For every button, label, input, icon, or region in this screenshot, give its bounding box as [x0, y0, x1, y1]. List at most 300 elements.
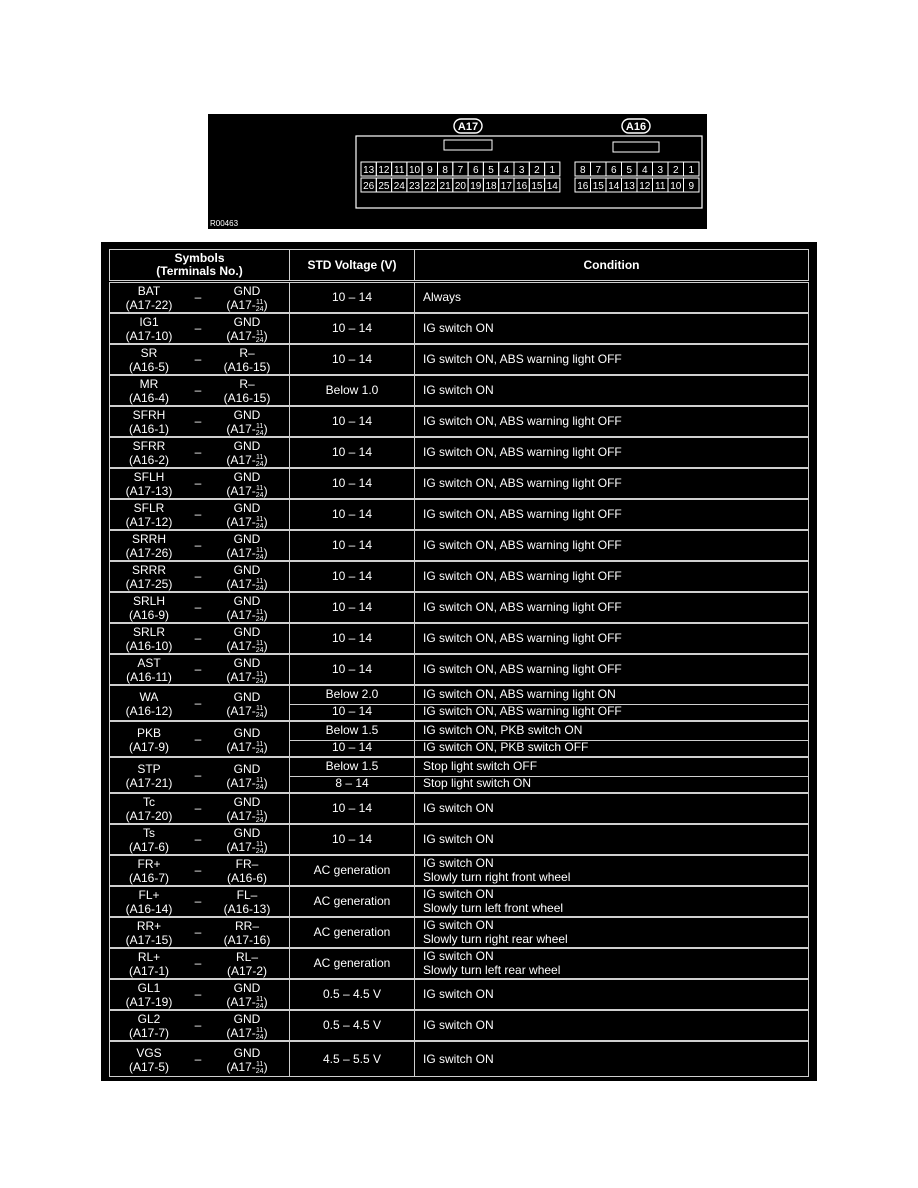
terminal-b-name: RR– [234, 919, 259, 933]
terminal-dash: – [194, 832, 202, 846]
terminal-b-name: GND [233, 981, 261, 995]
table-row [109, 499, 809, 530]
terminal-dash: – [194, 863, 202, 877]
voltage-value: 10 – 14 [331, 538, 373, 552]
condition-text: IG switch ON, ABS warning light OFF [423, 476, 622, 490]
table-row [109, 344, 809, 375]
symbols-cell [110, 531, 290, 560]
fraction-bottom: 24 [255, 584, 264, 592]
terminal-dash: – [194, 1018, 202, 1032]
fraction-top: 11 [256, 298, 264, 306]
a17-bottom-pin-label: 19 [470, 181, 482, 192]
header-symbols-line2: (Terminals No.) [156, 264, 243, 278]
terminal-b-prefix: (A17- [226, 809, 256, 823]
symbols-cell [110, 949, 290, 978]
voltage-value: 10 – 14 [331, 740, 373, 754]
terminal-a-name: AST [137, 656, 161, 670]
table-row [109, 654, 809, 685]
connector-diagram-svg [208, 114, 707, 229]
terminal-a-number: (A16-14) [125, 902, 173, 916]
terminal-a-number: (A16-5) [128, 360, 169, 374]
condition-text: IG switch ON [423, 856, 494, 870]
voltage-cell [290, 856, 415, 885]
ground-pin-fraction [256, 841, 264, 855]
terminal-b-prefix: (A17- [226, 740, 256, 754]
fraction-bottom: 24 [255, 491, 264, 499]
fraction-top: 11 [256, 546, 264, 554]
a17-bottom-pin-label: 23 [408, 181, 421, 192]
voltage-value: 10 – 14 [331, 290, 373, 304]
terminal-b-number [210, 422, 284, 437]
connector-a17-label: A17 [457, 121, 479, 133]
condition-text: IG switch ON, ABS warning light OFF [423, 600, 622, 614]
condition-text-line2: Slowly turn left rear wheel [423, 963, 561, 977]
table-row [109, 530, 809, 561]
terminal-b-number [210, 391, 284, 405]
ground-pin-fraction [256, 1061, 264, 1075]
terminal-b-close: ) [263, 422, 268, 436]
symbols-cell [110, 469, 290, 498]
terminal-a-name: PKB [136, 726, 161, 740]
voltage-value: 0.5 – 4.5 V [322, 1018, 382, 1032]
terminal-b-close: ) [263, 670, 268, 684]
voltage-value: AC generation [313, 894, 391, 908]
terminal-dash: – [194, 383, 202, 397]
voltage-cell [290, 376, 415, 405]
table-row [109, 1041, 809, 1077]
terminal-b-prefix: (A17- [226, 608, 256, 622]
voltage-cell [290, 655, 415, 684]
condition-cell [415, 345, 808, 374]
terminal-b-number [210, 1026, 284, 1041]
ground-pin-fraction [256, 705, 264, 719]
a16-top-pin-label: 6 [610, 165, 617, 176]
voltage-cell [290, 531, 415, 560]
condition-cell [415, 722, 808, 756]
fraction-bottom: 24 [255, 783, 264, 791]
ground-pin-fraction [256, 516, 264, 530]
terminal-b-number [210, 360, 284, 374]
a17-bottom-pin-label: 16 [516, 181, 528, 192]
voltage-value: 10 – 14 [331, 321, 373, 335]
terminal-a-number: (A17-25) [125, 577, 173, 591]
terminal-b-prefix: (A16-13) [223, 902, 271, 916]
symbols-cell [110, 314, 290, 343]
terminal-b-name: FR– [235, 857, 259, 871]
condition-cell [415, 531, 808, 560]
terminal-dash: – [194, 352, 202, 366]
ground-pin-fraction [256, 1027, 264, 1041]
terminal-b-name: GND [233, 470, 261, 484]
fraction-top: 11 [256, 329, 264, 337]
condition-cell [415, 918, 808, 947]
terminal-b-name: GND [233, 625, 261, 639]
terminal-a-number: (A17-20) [125, 809, 173, 823]
fraction-bottom: 24 [255, 1033, 264, 1041]
condition-text: IG switch ON, ABS warning light OFF [423, 538, 622, 552]
terminal-b-prefix: (A17- [226, 639, 256, 653]
terminal-b-close: ) [263, 639, 268, 653]
terminal-b-close: ) [263, 740, 268, 754]
voltage-cell [290, 1011, 415, 1040]
symbols-cell [110, 1011, 290, 1040]
voltage-value: Below 1.0 [325, 383, 379, 397]
terminal-b-number [210, 902, 284, 916]
condition-cell [415, 856, 808, 885]
a16-bottom-pin-label: 16 [577, 181, 589, 192]
terminal-a-name: SRLR [132, 625, 165, 639]
terminal-b-close: ) [263, 608, 268, 622]
terminal-a-name: SR [140, 346, 158, 360]
terminal-b-prefix: (A17- [226, 1026, 256, 1040]
condition-text: IG switch ON, ABS warning light OFF [423, 507, 622, 521]
table-row [109, 282, 809, 313]
a16-bottom-pin-label: 15 [592, 181, 604, 192]
terminal-b-close: ) [263, 546, 268, 560]
condition-cell [415, 593, 808, 622]
terminal-a-name: SRRR [131, 563, 166, 577]
ground-pin-fraction [256, 996, 264, 1010]
symbols-cell [110, 283, 290, 312]
terminal-a-number: (A17-26) [125, 546, 173, 560]
terminal-b-close: ) [263, 515, 268, 529]
table-row [109, 917, 809, 948]
a17-bottom-pin-label: 24 [393, 181, 405, 192]
terminal-a-name: FL+ [138, 888, 160, 902]
condition-text: IG switch ON, ABS warning light OFF [423, 662, 622, 676]
a16-bottom-pin-label: 9 [688, 181, 695, 192]
symbols-cell [110, 918, 290, 947]
terminal-b-close: ) [263, 1060, 268, 1074]
terminal-dash: – [194, 321, 202, 335]
ground-pin-fraction [256, 810, 264, 824]
terminal-a-number: (A16-4) [128, 391, 169, 405]
condition-text: IG switch ON [423, 1018, 494, 1032]
symbols-cell [110, 345, 290, 374]
symbols-cell [110, 1042, 290, 1076]
condition-text: IG switch ON [423, 321, 494, 335]
terminal-a-number: (A17-1) [128, 964, 169, 978]
condition-cell [415, 624, 808, 653]
ground-pin-fraction [256, 454, 264, 468]
terminal-a-number: (A17-9) [128, 740, 169, 754]
table-row [109, 948, 809, 979]
a16-bottom-pin-label: 11 [655, 181, 666, 192]
condition-text-line2: Slowly turn right rear wheel [423, 932, 568, 946]
table-row [109, 561, 809, 592]
terminal-a-number: (A17-22) [125, 298, 173, 312]
symbols-cell [110, 593, 290, 622]
terminal-b-prefix: (A17- [226, 670, 256, 684]
condition-cell [415, 825, 808, 854]
terminal-a-number: (A17-5) [128, 1060, 169, 1074]
symbols-cell [110, 856, 290, 885]
terminal-b-close: ) [263, 776, 268, 790]
ground-pin-fraction [256, 423, 264, 437]
terminal-dash: – [194, 732, 202, 746]
terminal-b-close: ) [263, 453, 268, 467]
table-row [109, 375, 809, 406]
header-symbols [110, 250, 290, 280]
terminal-dash: – [194, 956, 202, 970]
table-row [109, 685, 809, 721]
header-symbols-line1: Symbols [174, 251, 225, 265]
ground-pin-fraction [256, 330, 264, 344]
voltage-cell [290, 918, 415, 947]
terminal-b-prefix: (A16-15) [223, 391, 271, 405]
fraction-bottom: 24 [255, 460, 264, 468]
terminal-a-name: STP [137, 762, 161, 776]
symbols-cell [110, 794, 290, 823]
terminal-b-name: GND [233, 1012, 261, 1026]
ground-pin-fraction [256, 671, 264, 685]
fraction-top: 11 [256, 809, 264, 817]
table-row [109, 855, 809, 886]
terminal-a-number: (A17-12) [125, 515, 173, 529]
voltage-value: 10 – 14 [331, 662, 373, 676]
fraction-top: 11 [256, 453, 264, 461]
a17-bottom-pin-label: 14 [546, 181, 558, 192]
terminal-b-number [210, 577, 284, 592]
voltage-value: 0.5 – 4.5 V [322, 987, 382, 1001]
terminal-b-prefix: (A17- [226, 546, 256, 560]
terminal-b-name: GND [233, 563, 261, 577]
table-row [109, 592, 809, 623]
condition-cell [415, 314, 808, 343]
table-row [109, 623, 809, 654]
terminal-dash: – [194, 1052, 202, 1066]
ground-pin-fraction [256, 485, 264, 499]
ground-pin-fraction [256, 777, 264, 791]
fraction-bottom: 24 [255, 553, 264, 561]
fraction-top: 11 [256, 995, 264, 1003]
symbols-cell [110, 887, 290, 916]
terminal-b-close: ) [263, 1026, 268, 1040]
symbols-cell [110, 438, 290, 467]
condition-text: IG switch ON [423, 801, 494, 815]
terminal-b-prefix: (A17- [226, 329, 256, 343]
voltage-value: 10 – 14 [331, 476, 373, 490]
terminal-b-close: ) [263, 329, 268, 343]
voltage-cell [290, 500, 415, 529]
a17-top-pin-label: 9 [427, 165, 433, 176]
voltage-value: Below 1.5 [325, 759, 379, 773]
condition-text: IG switch ON, ABS warning light OFF [423, 704, 622, 718]
symbols-cell [110, 500, 290, 529]
terminal-b-name: R– [239, 377, 255, 391]
voltage-cell [290, 949, 415, 978]
terminal-b-prefix: (A17- [226, 484, 256, 498]
fraction-top: 11 [256, 577, 264, 585]
condition-text: Always [423, 290, 462, 304]
terminal-b-prefix: (A17- [226, 298, 256, 312]
table-row [109, 468, 809, 499]
voltage-value: 8 – 14 [335, 776, 369, 790]
condition-text-line2: Slowly turn left front wheel [423, 901, 564, 915]
voltage-cell [290, 794, 415, 823]
terminal-b-number [210, 1060, 284, 1075]
condition-cell [415, 376, 808, 405]
terminal-b-number [210, 329, 284, 344]
voltage-cell [290, 825, 415, 854]
symbols-cell [110, 758, 290, 792]
ground-pin-fraction [256, 640, 264, 654]
a17-top-pin-label: 4 [503, 165, 510, 176]
symbols-cell [110, 407, 290, 436]
terminal-b-prefix: (A17- [226, 776, 256, 790]
terminal-a-name: Ts [143, 826, 155, 840]
terminal-b-prefix: (A16-6) [226, 871, 267, 885]
terminal-b-number [210, 546, 284, 561]
terminal-a-name: SFRR [132, 439, 166, 453]
voltage-value: Below 2.0 [325, 687, 379, 701]
condition-text: IG switch ON [423, 887, 494, 901]
fraction-bottom: 24 [255, 1002, 264, 1010]
condition-cell [415, 469, 808, 498]
table-row [109, 313, 809, 344]
voltage-value: 10 – 14 [331, 704, 373, 718]
terminal-dash: – [194, 987, 202, 1001]
terminal-a-name: IG1 [139, 315, 159, 329]
terminal-a-number: (A17-21) [125, 776, 173, 790]
terminal-a-name: Tc [143, 795, 155, 809]
table-row [109, 437, 809, 468]
condition-text: IG switch ON, ABS warning light OFF [423, 631, 622, 645]
connector-diagram [208, 114, 707, 229]
condition-text: IG switch ON [423, 1052, 494, 1066]
fraction-bottom: 24 [255, 429, 264, 437]
a17-top-pin-label: 2 [534, 165, 540, 176]
terminal-a-name: BAT [137, 284, 161, 298]
terminal-a-name: VGS [136, 1046, 162, 1060]
terminal-b-number [210, 776, 284, 791]
fraction-bottom: 24 [255, 677, 264, 685]
terminal-dash: – [194, 894, 202, 908]
condition-cell [415, 980, 808, 1009]
terminal-b-number [210, 608, 284, 623]
terminal-b-close: ) [263, 577, 268, 591]
terminal-a-name: RL+ [137, 950, 161, 964]
terminal-a-name: MR [139, 377, 159, 391]
a17-top-pin-label: 1 [549, 165, 556, 176]
condition-cell [415, 887, 808, 916]
voltage-value: 10 – 14 [331, 414, 373, 428]
condition-text: IG switch ON [423, 832, 494, 846]
a17-bottom-pin-label: 26 [363, 181, 375, 192]
ground-pin-fraction [256, 578, 264, 592]
terminal-dash: – [194, 476, 202, 490]
voltage-cell [290, 407, 415, 436]
a17-bottom-pin-label: 15 [531, 181, 543, 192]
terminal-b-name: GND [233, 690, 261, 704]
condition-cell [415, 500, 808, 529]
terminal-b-close: ) [263, 995, 268, 1009]
table-header-row [109, 249, 809, 281]
terminal-a-name: SRRH [131, 532, 166, 546]
condition-text: IG switch ON, PKB switch OFF [423, 740, 589, 754]
terminal-b-prefix: (A17- [226, 840, 256, 854]
terminal-dash: – [194, 569, 202, 583]
terminal-voltage-table [101, 242, 817, 1081]
terminal-b-name: GND [233, 439, 261, 453]
fraction-top: 11 [256, 515, 264, 523]
a17-top-pin-label: 7 [457, 165, 464, 176]
voltage-cell [290, 314, 415, 343]
terminal-a-number: (A16-12) [125, 704, 173, 718]
a17-bottom-pin-label: 17 [500, 181, 512, 192]
terminal-b-name: GND [233, 594, 261, 608]
ground-pin-fraction [256, 547, 264, 561]
terminal-b-close: ) [263, 809, 268, 823]
voltage-value: 10 – 14 [331, 445, 373, 459]
voltage-value: 4.5 – 5.5 V [322, 1052, 382, 1066]
terminal-b-name: R– [239, 346, 255, 360]
a16-top-pin-label: 5 [626, 165, 633, 176]
terminal-b-close: ) [263, 484, 268, 498]
voltage-cell [290, 562, 415, 591]
condition-cell [415, 949, 808, 978]
fraction-top: 11 [256, 704, 264, 712]
condition-cell [415, 1011, 808, 1040]
terminal-a-number: (A16-10) [125, 639, 173, 653]
terminal-dash: – [194, 538, 202, 552]
table-row [109, 793, 809, 824]
a17-top-pin-label: 6 [472, 165, 479, 176]
terminal-b-name: GND [233, 408, 261, 422]
terminal-b-number [210, 453, 284, 468]
terminal-b-number [210, 639, 284, 654]
symbols-cell [110, 980, 290, 1009]
condition-text: IG switch ON, ABS warning light OFF [423, 569, 622, 583]
terminal-b-name: FL– [236, 888, 258, 902]
symbols-cell [110, 562, 290, 591]
a17-top-pin-label: 13 [363, 165, 375, 176]
fraction-bottom: 24 [255, 747, 264, 755]
voltage-cell [290, 438, 415, 467]
voltage-cell [290, 980, 415, 1009]
condition-cell [415, 562, 808, 591]
terminal-dash: – [194, 445, 202, 459]
terminal-a-name: SFLH [133, 470, 165, 484]
condition-cell [415, 1042, 808, 1076]
terminal-a-name: SRLH [132, 594, 165, 608]
a17-bottom-pin-label: 21 [439, 181, 451, 192]
terminal-a-number: (A16-1) [128, 422, 169, 436]
symbols-cell [110, 722, 290, 756]
voltage-value: 10 – 14 [331, 569, 373, 583]
symbols-cell [110, 624, 290, 653]
fraction-top: 11 [256, 422, 264, 430]
condition-text: Stop light switch OFF [423, 759, 538, 773]
a16-top-pin-label: 2 [672, 165, 679, 176]
table-row [109, 721, 809, 757]
condition-text: Stop light switch ON [423, 776, 532, 790]
voltage-value: AC generation [313, 863, 391, 877]
condition-text: IG switch ON [423, 987, 494, 1001]
terminal-dash: – [194, 925, 202, 939]
symbols-cell [110, 655, 290, 684]
condition-text: IG switch ON [423, 918, 494, 932]
terminal-dash: – [194, 662, 202, 676]
voltage-value: 10 – 14 [331, 352, 373, 366]
terminal-dash: – [194, 600, 202, 614]
terminal-b-name: GND [233, 656, 261, 670]
terminal-b-name: RL– [235, 950, 258, 964]
symbols-cell [110, 825, 290, 854]
condition-text: IG switch ON, ABS warning light OFF [423, 445, 622, 459]
fraction-bottom: 24 [255, 847, 264, 855]
table-row [109, 886, 809, 917]
